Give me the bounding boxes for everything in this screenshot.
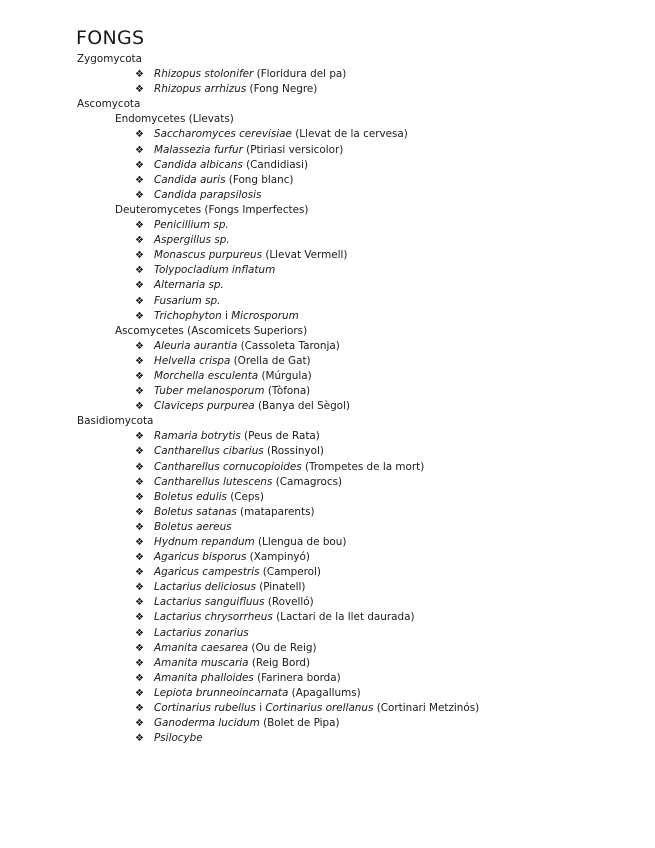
diamond-bullet-icon: ❖ [135, 144, 144, 156]
species-name: Cantharellus lutescens [154, 475, 273, 488]
species-list-item [0, 580, 655, 595]
diamond-bullet-icon: ❖ [135, 612, 144, 624]
common-name: (Rossinyol) [263, 445, 324, 458]
common-name: (Ceps) [226, 490, 264, 503]
species-list-item [0, 731, 655, 746]
species-list-item [0, 429, 655, 444]
species-list-item [0, 233, 655, 248]
species-list-item [0, 505, 655, 520]
species-name: Alternaria sp. [154, 279, 224, 292]
common-name: (Orella de Gat) [230, 354, 311, 367]
species-list-item [0, 656, 655, 671]
species-name: Candida parapsilosis [154, 188, 262, 201]
species-list-item [0, 535, 655, 550]
species-name: Helvella crispa [154, 354, 231, 367]
species-name: Malassezia furfur [154, 143, 243, 156]
common-name: (Pinatell) [255, 581, 306, 594]
diamond-bullet-icon: ❖ [135, 355, 144, 367]
species-list-item [0, 671, 655, 686]
diamond-bullet-icon: ❖ [135, 567, 144, 579]
diamond-bullet-icon: ❖ [135, 506, 144, 518]
species-list-item [0, 143, 655, 158]
diamond-bullet-icon: ❖ [135, 280, 144, 292]
diamond-bullet-icon: ❖ [135, 370, 144, 382]
common-name: (Banya del Sègol) [254, 400, 350, 413]
species-name: Cortinarius orellanus [265, 702, 374, 715]
species-list-item [0, 263, 655, 278]
diamond-bullet-icon: ❖ [135, 250, 144, 262]
diamond-bullet-icon: ❖ [135, 446, 144, 458]
species-list-item [0, 595, 655, 610]
species-list-item [0, 701, 655, 716]
diamond-bullet-icon: ❖ [135, 718, 144, 730]
common-name: (Bolet de Pipa) [259, 717, 340, 730]
diamond-bullet-icon: ❖ [135, 386, 144, 398]
species-name: Tolypocladium inflatum [154, 264, 276, 277]
common-name: (Peus de Rata) [240, 430, 320, 443]
diamond-bullet-icon: ❖ [135, 159, 144, 171]
species-list-item [0, 218, 655, 233]
diamond-bullet-icon: ❖ [135, 476, 144, 488]
diamond-bullet-icon: ❖ [135, 537, 144, 548]
species-list-item [0, 610, 655, 625]
species-list-item [0, 641, 655, 656]
species-list-item [0, 354, 655, 369]
diamond-bullet-icon: ❖ [135, 627, 144, 639]
diamond-bullet-icon: ❖ [135, 582, 144, 594]
species-list-item [0, 248, 655, 263]
species-name: Amanita phalloides [154, 671, 254, 684]
species-name: Boletus edulis [154, 490, 227, 503]
species-list-item [0, 490, 655, 505]
species-name: Monascus purpureus [154, 249, 263, 262]
species-name: Tuber melanosporum [154, 385, 265, 398]
common-name: (Farinera borda) [253, 671, 341, 684]
species-name: Penicillium sp. [154, 219, 229, 232]
species-list-item [0, 716, 655, 731]
species-list-item [0, 444, 655, 459]
common-name: (Cortinari Metzinós) [373, 702, 480, 715]
diamond-bullet-icon: ❖ [135, 129, 144, 141]
diamond-bullet-icon: ❖ [135, 340, 144, 352]
diamond-bullet-icon: ❖ [135, 687, 144, 699]
species-name: Cortinarius rubellus [154, 702, 256, 715]
species-list-item [0, 384, 655, 399]
species-name: Lactarius zonarius [154, 626, 249, 639]
species-list-item [0, 127, 655, 142]
common-name: (Fong blanc) [225, 173, 294, 186]
diamond-bullet-icon: ❖ [135, 235, 144, 247]
species-name: Aleuria aurantia [154, 339, 238, 352]
common-name: (Lactari de la llet daurada) [272, 611, 415, 624]
diamond-bullet-icon: ❖ [135, 174, 144, 186]
species-name: Lactarius chrysorrheus [154, 611, 273, 624]
species-list-item [0, 520, 655, 535]
species-list-item [0, 475, 655, 490]
phylum-heading: Zygomycota [77, 53, 143, 65]
common-name: (Floridura del pa) [253, 68, 347, 81]
species-list-item [0, 339, 655, 354]
diamond-bullet-icon: ❖ [135, 189, 144, 201]
diamond-bullet-icon: ❖ [135, 552, 144, 564]
diamond-bullet-icon: ❖ [135, 295, 144, 307]
common-name: (Llengua de bou) [254, 536, 347, 548]
common-name: (Reig Bord) [248, 656, 311, 669]
diamond-bullet-icon: ❖ [135, 597, 144, 609]
diamond-bullet-icon: ❖ [135, 672, 144, 684]
species-list-item [0, 294, 655, 309]
species-list-item [0, 565, 655, 580]
document-title: FONGS [76, 27, 145, 49]
species-name: Agaricus campestris [154, 566, 260, 579]
species-list-item [0, 67, 655, 82]
diamond-bullet-icon: ❖ [135, 642, 144, 654]
species-name: Lepiota brunneoincarnata [154, 686, 289, 699]
species-name: Boletus satanas [154, 505, 237, 518]
species-name: Cantharellus cibarius [154, 445, 264, 458]
common-name: (Llevat Vermell) [262, 249, 348, 262]
diamond-bullet-icon: ❖ [135, 461, 144, 473]
fungi-outline-list [0, 52, 655, 746]
species-name: Aspergillus sp. [154, 234, 230, 247]
species-list-item [0, 686, 655, 701]
diamond-bullet-icon: ❖ [135, 733, 144, 745]
species-list-item [0, 173, 655, 188]
species-name: Cantharellus cornucopioides [154, 460, 302, 473]
diamond-bullet-icon: ❖ [135, 431, 144, 443]
common-name: (mataparents) [236, 505, 315, 518]
common-name: (Trompetes de la mort) [301, 460, 425, 473]
diamond-bullet-icon: ❖ [135, 521, 144, 533]
species-name: Amanita muscaria [154, 656, 249, 669]
species-name: Ganoderma lucidum [154, 717, 260, 730]
species-name: Claviceps purpurea [154, 400, 255, 413]
species-list-item [0, 369, 655, 384]
species-name: Ramaria botrytis [154, 430, 241, 443]
species-list-item [0, 460, 655, 475]
species-list-item [0, 399, 655, 414]
species-name: Psilocybe [154, 732, 203, 745]
species-list-item [0, 158, 655, 173]
common-name: (Xampinyó) [246, 551, 310, 564]
species-name: Microsporum [231, 309, 299, 322]
diamond-bullet-icon: ❖ [135, 491, 144, 503]
diamond-bullet-icon: ❖ [135, 69, 144, 81]
species-name: Rhizopus stolonifer [154, 68, 254, 81]
class-heading: Ascomycetes (Ascomicets Superiors) [115, 324, 308, 337]
species-name: Rhizopus arrhizus [154, 83, 247, 96]
species-name: Lactarius sanguifluus [154, 596, 265, 609]
species-name: Candida auris [154, 173, 226, 186]
common-name: (Cassoleta Taronja) [237, 339, 340, 352]
class-heading: Endomycetes (Llevats) [115, 113, 234, 126]
species-list-item [0, 278, 655, 293]
species-name: Hydnum repandum [154, 536, 255, 548]
common-name: (Llevat de la cervesa) [291, 128, 408, 141]
diamond-bullet-icon: ❖ [135, 657, 144, 669]
species-name: Lactarius deliciosus [154, 581, 256, 594]
species-name: Morchella esculenta [154, 369, 259, 382]
species-list-item [0, 188, 655, 203]
common-name: (Ptiriasi versicolor) [242, 143, 344, 156]
species-list-item [0, 82, 655, 97]
common-name: (Camperol) [259, 566, 321, 579]
species-list-item [0, 309, 655, 324]
diamond-bullet-icon: ❖ [135, 265, 144, 277]
diamond-bullet-icon: ❖ [135, 84, 144, 96]
species-name: Saccharomyces cerevisiae [154, 128, 292, 141]
common-name: i [221, 309, 232, 322]
species-name: Boletus aereus [154, 520, 232, 533]
diamond-bullet-icon: ❖ [135, 310, 144, 322]
species-name: Candida albicans [154, 158, 243, 171]
common-name: (Candidiasi) [242, 158, 309, 171]
common-name: (Fong Negre) [246, 83, 318, 96]
common-name: (Camagrocs) [272, 475, 343, 488]
common-name: (Tòfona) [264, 385, 311, 398]
species-name: Agaricus bisporus [154, 551, 247, 564]
species-name: Fusarium sp. [154, 294, 221, 307]
species-name: Amanita caesarea [154, 641, 249, 654]
common-name: (Múrgula) [258, 369, 312, 382]
common-name: (Rovelló) [264, 596, 314, 609]
species-list-item [0, 626, 655, 641]
species-name: Trichophyton [154, 309, 222, 322]
diamond-bullet-icon: ❖ [135, 703, 144, 715]
diamond-bullet-icon: ❖ [135, 220, 144, 232]
diamond-bullet-icon: ❖ [135, 401, 144, 413]
phylum-heading: Ascomycota [77, 98, 141, 111]
common-name: (Ou de Reig) [248, 641, 317, 654]
common-name: (Apagallums) [288, 686, 361, 699]
phylum-heading: Basidiomycota [77, 415, 154, 428]
species-list-item [0, 550, 655, 565]
class-heading: Deuteromycetes (Fongs Imperfectes) [115, 203, 309, 216]
common-name: i [255, 702, 266, 715]
